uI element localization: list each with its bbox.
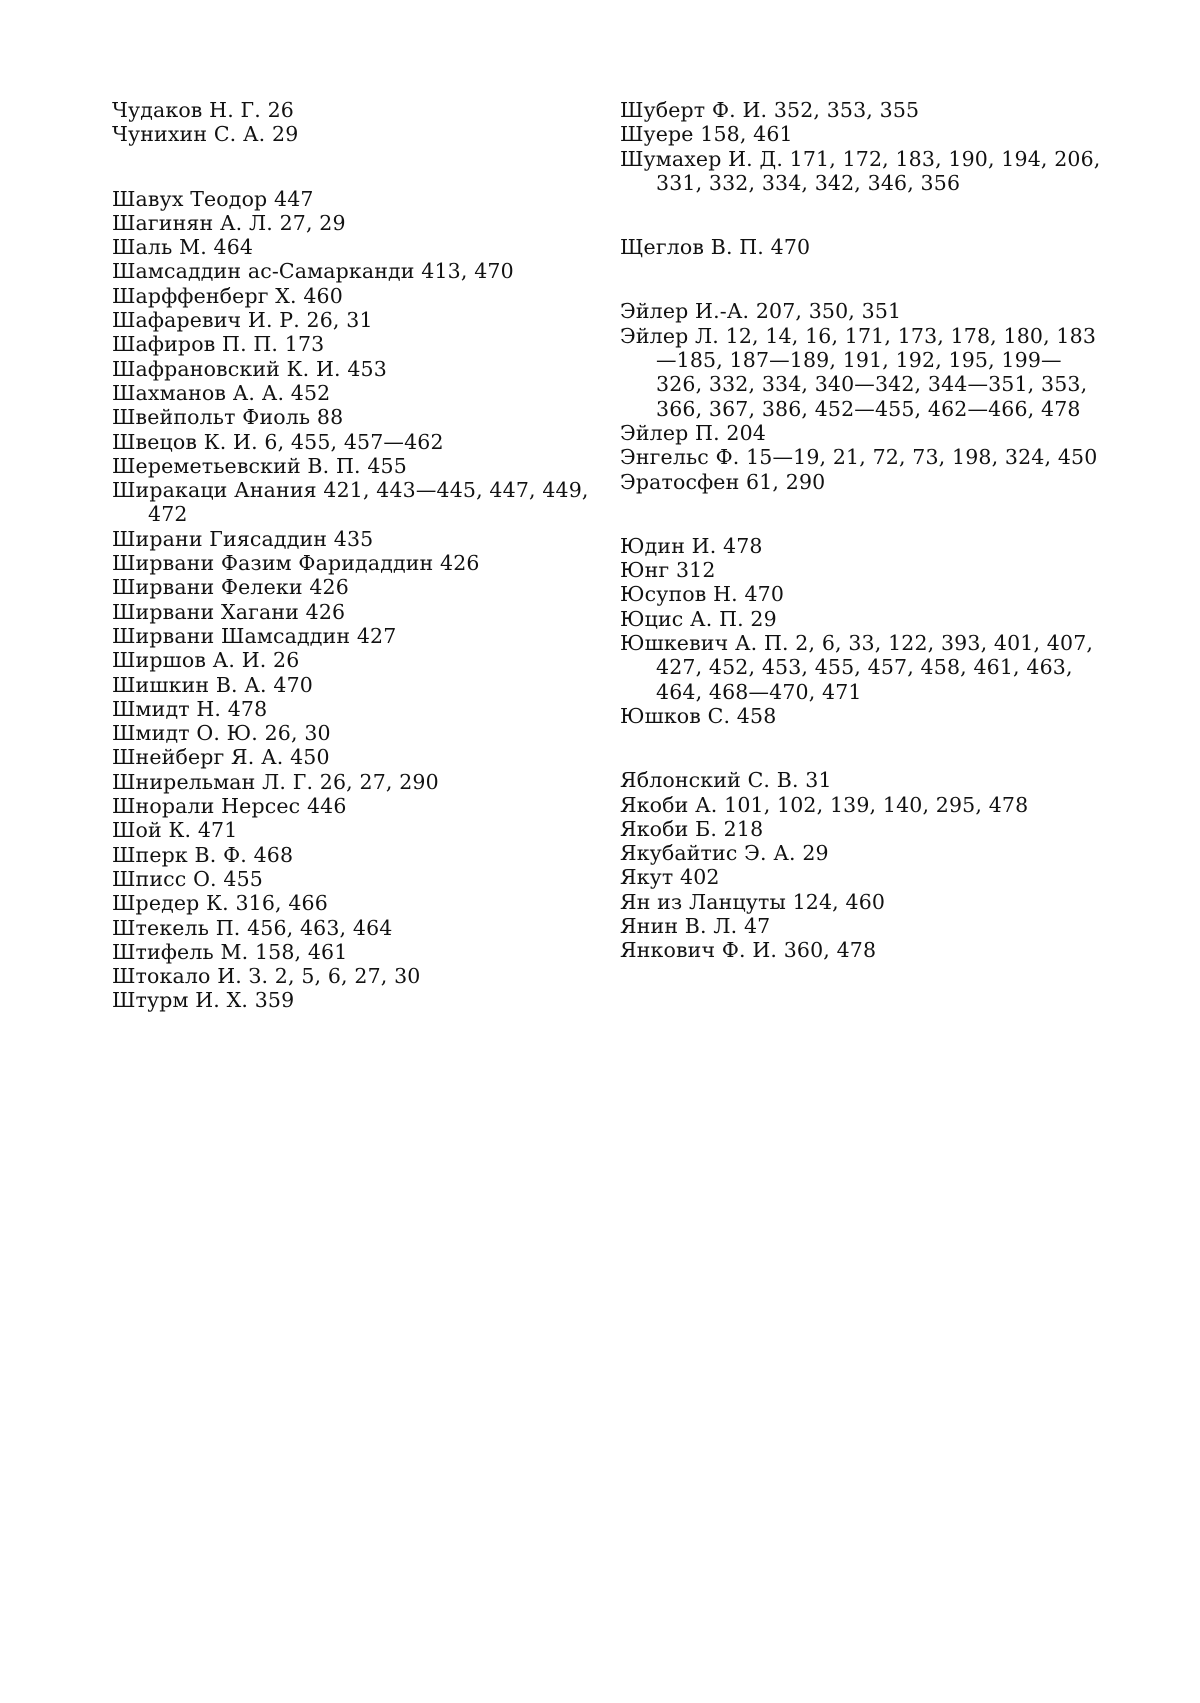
index-entry: Юдин И. 478 <box>620 533 763 558</box>
index-entry: Шмидт О. Ю. 26, 30 <box>112 721 331 746</box>
index-entry: Шнейберг Я. А. 450 <box>112 745 330 770</box>
index-entry: Шарффенберг Х. 460 <box>112 283 343 308</box>
index-entry: Янин В. Л. 47 <box>620 914 771 939</box>
index-entry: Янкович Ф. И. 360, 478 <box>620 938 877 963</box>
index-entry: Шумахер И. Д. 171, 172, 183, 190, 194, 206, 331, 332, 334, 342, 346, 356 <box>620 146 1101 195</box>
index-entry: Шуере 158, 461 <box>620 122 793 147</box>
index-entry: Шагинян А. Л. 27, 29 <box>112 210 346 235</box>
index-entry: Эйлер Л. 12, 14, 16, 171, 173, 178, 180, 183—185, 187—189, 191, 192, 195, 199—326, 332, 334, 340—342, 344—351, 353, 366, 367, 386, 452—455, 462—466, 478 <box>620 323 1097 421</box>
index-entry: Эратосфен 61, 290 <box>620 469 826 494</box>
index-entry: Ян из Ланцуты 124, 460 <box>620 889 886 914</box>
index-entry: Шахманов А. А. 452 <box>112 380 331 405</box>
index-letter-group <box>620 98 1106 195</box>
index-letter-group <box>620 768 1106 962</box>
index-entry: Юсупов Н. 470 <box>620 582 785 607</box>
index-entry: Юшков С. 458 <box>620 703 777 728</box>
index-entry: Шафаревич И. Р. 26, 31 <box>112 308 373 333</box>
index-entry: Ширвани Хагани 426 <box>112 599 346 624</box>
index-entry: Чунихин С. А. 29 <box>112 122 299 147</box>
index-entry: Энгельс Ф. 15—19, 21, 72, 73, 198, 324, 450 <box>620 445 1098 470</box>
index-entry: Шперк В. Ф. 468 <box>112 842 294 867</box>
index-entry: Штокало И. З. 2, 5, 6, 27, 30 <box>112 964 421 989</box>
index-entry: Швейпольт Фиоль 88 <box>112 405 344 430</box>
index-entry: Шафрановский К. И. 453 <box>112 356 387 381</box>
index-entry: Штифель М. 158, 461 <box>112 939 348 964</box>
right-column <box>620 98 1106 1003</box>
index-entry: Штекель П. 456, 463, 464 <box>112 915 393 940</box>
index-entry: Якоби Б. 218 <box>620 816 764 841</box>
index-entry: Якубайтис Э. А. 29 <box>620 841 829 866</box>
index-letter-group <box>112 187 598 1013</box>
index-entry: Ширвани Фазим Фаридаддин 426 <box>112 551 480 576</box>
index-entry: Юцис А. П. 29 <box>620 606 777 631</box>
index-entry: Шой К. 471 <box>112 818 238 843</box>
index-entry: Якоби А. 101, 102, 139, 140, 295, 478 <box>620 792 1029 817</box>
index-entry: Шафиров П. П. 173 <box>112 332 325 357</box>
index-entry: Ширшов А. И. 26 <box>112 648 300 673</box>
index-entry: Шписс О. 455 <box>112 866 263 891</box>
index-entry: Щеглов В. П. 470 <box>620 235 811 260</box>
index-entry: Шуберт Ф. И. 352, 353, 355 <box>620 98 920 122</box>
index-entry: Шишкин В. А. 470 <box>112 672 313 697</box>
index-entry: Шавух Теодор 447 <box>112 186 314 211</box>
index-entry: Шаль М. 464 <box>112 235 254 260</box>
index-entry: Эйлер П. 204 <box>620 420 766 445</box>
index-letter-group <box>620 235 1106 259</box>
left-column <box>112 98 598 1038</box>
index-entry: Ширвани Фелеки 426 <box>112 575 349 600</box>
index-letter-group <box>620 534 1106 728</box>
index-entry: Юнг 312 <box>620 558 716 583</box>
index-entry: Ширакаци Анания 421, 443—445, 447, 449, 472 <box>112 478 589 527</box>
index-entry: Шереметьевский В. П. 455 <box>112 453 407 478</box>
index-entry: Штурм И. Х. 359 <box>112 988 295 1013</box>
index-entry: Шамсаддин ас-Самарканди 413, 470 <box>112 259 514 284</box>
index-entry: Шнорали Нерсес 446 <box>112 794 347 819</box>
index-entry: Шнирельман Л. Г. 26, 27, 290 <box>112 769 439 794</box>
index-entry: Яблонский С. В. 31 <box>620 768 832 793</box>
index-letter-group <box>112 98 598 147</box>
index-entry: Ширани Гиясаддин 435 <box>112 526 374 551</box>
index-entry: Якут 402 <box>620 865 720 890</box>
index-entry: Чудаков Н. Г. 26 <box>112 98 294 122</box>
index-entry: Швецов К. И. 6, 455, 457—462 <box>112 429 444 454</box>
index-entry: Эйлер И.-А. 207, 350, 351 <box>620 299 902 324</box>
index-entry: Шмидт Н. 478 <box>112 696 268 721</box>
index-entry: Шредер К. 316, 466 <box>112 891 328 916</box>
index-entry: Ширвани Шамсаддин 427 <box>112 623 397 648</box>
index-entry: Юшкевич А. П. 2, 6, 33, 122, 393, 401, 407, 427, 452, 453, 455, 457, 458, 461, 463, 464, 468—470, 471 <box>620 631 1094 704</box>
index-letter-group <box>620 299 1106 493</box>
